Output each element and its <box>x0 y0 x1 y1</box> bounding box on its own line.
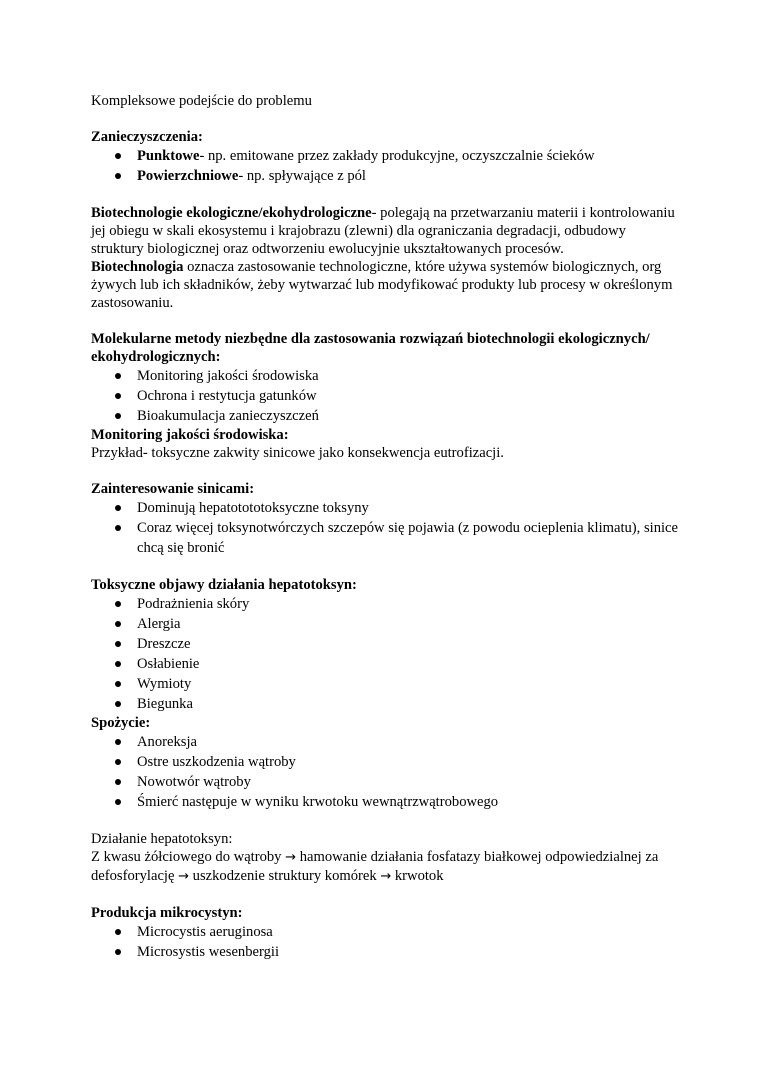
pollution-heading: Zanieczyszczenia: <box>91 129 203 145</box>
interest-list <box>91 498 681 558</box>
biotech-eco-paragraph: Biotechnologie ekologiczne/ekohydrologiczne- polegają na przetwarzaniu materii i kontrolowaniu jej obiegu w skali ekosystemu i krajobrazu (zlewni) dla ograniczania degradacji, odbudowy struktury biologicznej oraz odtworzeniu ewolucyjnie ukształtowanych procesów. <box>91 205 675 257</box>
arrow-right-icon: → <box>380 869 392 884</box>
list-item: Alergia <box>91 614 681 634</box>
bullet-icon <box>115 949 121 955</box>
monitoring-text: Przykład- toksyczne zakwity sinicowe jako konsekwencja eutrofizacji. <box>91 445 504 461</box>
bullet-icon <box>115 779 121 785</box>
bullet-icon <box>115 153 121 159</box>
bullet-icon <box>115 173 121 179</box>
bullet-icon <box>115 661 121 667</box>
molecular-heading: Molekularne metody niezbędne dla zastosowania rozwiązań biotechnologii ekologicznych/ ekohydrologicznych: <box>91 331 650 365</box>
arrow-right-icon: → <box>178 869 190 884</box>
list-item: Dreszcze <box>91 634 681 654</box>
symptoms-heading: Toksyczne objawy działania hepatotoksyn: <box>91 577 357 593</box>
list-item: Bioakumulacja zanieczyszczeń <box>91 406 681 426</box>
symptoms-list <box>91 594 681 714</box>
bullet-icon <box>115 525 121 531</box>
list-item: Punktowe- np. emitowane przez zakłady produkcyjne, oczyszczalnie ścieków <box>91 146 681 166</box>
list-item: Podrażnienia skóry <box>91 594 681 614</box>
production-heading: Produkcja mikrocystyn: <box>91 905 243 921</box>
list-item: Wymioty <box>91 674 681 694</box>
bullet-icon <box>115 601 121 607</box>
molecular-list <box>91 366 681 426</box>
bullet-icon <box>115 759 121 765</box>
bullet-icon <box>115 393 121 399</box>
action-text: Z kwasu żółciowego do wątroby → hamowanie działania fosfatazy białkowej odpowiedzialnej za defosforylację → uszkodzenie struktury komórek → krwotok <box>91 849 659 884</box>
interest-heading: Zainteresowanie sinicami: <box>91 481 255 497</box>
arrow-right-icon: → <box>285 850 297 865</box>
list-item: Coraz więcej toksynotwórczych szczepów się pojawia (z powodu ocieplenia klimatu), sinice chcą się bronić <box>91 518 681 558</box>
bullet-icon <box>115 621 121 627</box>
bullet-icon <box>115 701 121 707</box>
pollution-list <box>91 146 681 186</box>
document-title: Kompleksowe podejście do problemu <box>91 93 312 109</box>
production-list <box>91 922 681 962</box>
list-item: Ochrona i restytucja gatunków <box>91 386 681 406</box>
list-item: Osłabienie <box>91 654 681 674</box>
bullet-icon <box>115 373 121 379</box>
bullet-icon <box>115 413 121 419</box>
ingestion-heading: Spożycie: <box>91 715 151 731</box>
bullet-icon <box>115 681 121 687</box>
ingestion-list <box>91 732 681 812</box>
bullet-icon <box>115 929 121 935</box>
document-body <box>91 92 681 962</box>
biotech-definition-paragraph: Biotechnologia oznacza zastosowanie technologiczne, które używa systemów biologicznych, org żywych lub ich składników, żeby wytwarzać lub modyfikować produkty lub procesy w określonym zastosowaniu. <box>91 259 673 311</box>
list-item: Ostre uszkodzenia wątroby <box>91 752 681 772</box>
list-item: Microcystis aeruginosa <box>91 922 681 942</box>
list-item: Śmierć następuje w wyniku krwotoku wewnątrzwątrobowego <box>91 792 681 812</box>
bullet-icon <box>115 641 121 647</box>
bullet-icon <box>115 739 121 745</box>
monitoring-heading: Monitoring jakości środowiska: <box>91 427 289 443</box>
list-item: Dominują hepatotototoksyczne toksyny <box>91 498 681 518</box>
list-item: Biegunka <box>91 694 681 714</box>
list-item: Monitoring jakości środowiska <box>91 366 681 386</box>
list-item: Nowotwór wątroby <box>91 772 681 792</box>
list-item: Powierzchniowe- np. spływające z pól <box>91 166 681 186</box>
bullet-icon <box>115 799 121 805</box>
list-item: Microsystis wesenbergii <box>91 942 681 962</box>
list-item: Anoreksja <box>91 732 681 752</box>
bullet-icon <box>115 505 121 511</box>
action-heading: Działanie hepatotoksyn: <box>91 831 233 847</box>
